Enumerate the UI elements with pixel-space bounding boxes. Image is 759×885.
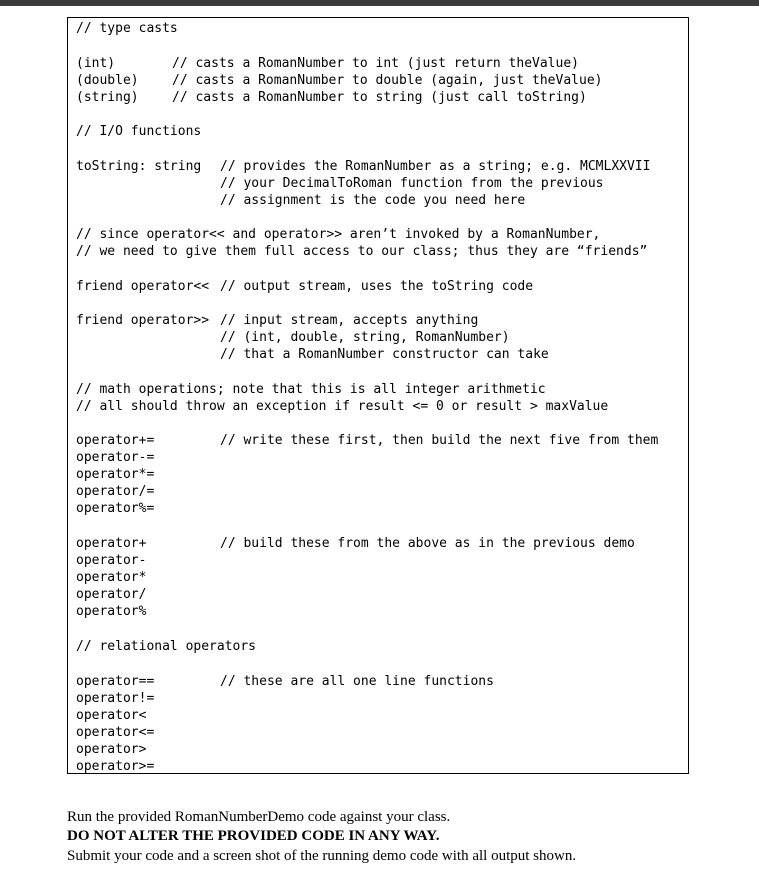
math-comment: // all should throw an exception if result <= 0 or result > maxValue [76,399,609,414]
binary-op: operator+ [76,536,147,551]
footer-warning: DO NOT ALTER THE PROVIDED CODE IN ANY WAY. [67,828,440,844]
binary-op: operator% [76,604,147,619]
relational-op: operator>= [76,759,155,774]
footer-submit: Submit your code and a screen shot of the running demo code with all output shown. [67,848,577,864]
top-bar [0,0,759,6]
math-comment: // math operations; note that this is all integer arithmetic [76,382,546,397]
compound-op: operator%= [76,501,155,516]
relational-op: operator<= [76,725,155,740]
cast-comment: // casts a RomanNumber to double (again, just theValue) [172,73,603,88]
relational-header: // relational operators [76,639,257,654]
tostring-comment: // assignment is the code you need here [220,193,526,208]
tostring-comment: // your DecimalToRoman function from the previous [220,176,604,191]
friend-in-decl: friend operator>> [76,313,210,328]
cast-name: (double) [76,73,139,88]
binary-comment: // build these from the above as in the previous demo [220,536,635,551]
tostring-comment: // provides the RomanNumber as a string; e.g. MCMLXXVII [220,159,651,174]
friend-in-comment: // (int, double, string, RomanNumber) [220,330,510,345]
relational-op: operator< [76,708,147,723]
cast-name: (string) [76,90,139,105]
compound-op: operator*= [76,467,155,482]
binary-op: operator/ [76,587,147,602]
relational-op: operator!= [76,691,155,706]
relational-op: operator== [76,674,155,689]
compound-op: operator+= [76,433,155,448]
cast-comment: // casts a RomanNumber to string (just call toString) [172,90,587,105]
binary-op: operator* [76,570,147,585]
friend-comment: // since operator<< and operator>> aren’t invoked by a RomanNumber, [76,227,601,242]
io-header: // I/O functions [76,124,202,139]
binary-op: operator- [76,553,147,568]
compound-comment: // write these first, then build the next five from them [220,433,659,448]
type-casts-header: // type casts [76,21,178,36]
code-box [67,17,689,774]
cast-comment: // casts a RomanNumber to int (just return theValue) [172,56,579,71]
cast-name: (int) [76,56,116,71]
friend-comment: // we need to give them full access to our class; thus they are “friends” [76,244,648,259]
friend-in-comment: // input stream, accepts anything [220,313,479,328]
tostring-decl: toString: string [76,159,202,174]
footer-instruction: Run the provided RomanNumberDemo code against your class. [67,809,451,825]
friend-out-decl: friend operator<< [76,279,210,294]
friend-in-comment: // that a RomanNumber constructor can take [220,347,549,362]
compound-op: operator-= [76,450,155,465]
relational-comment: // these are all one line functions [220,674,494,689]
compound-op: operator/= [76,484,155,499]
relational-op: operator> [76,742,147,757]
friend-out-comment: // output stream, uses the toString code [220,279,534,294]
